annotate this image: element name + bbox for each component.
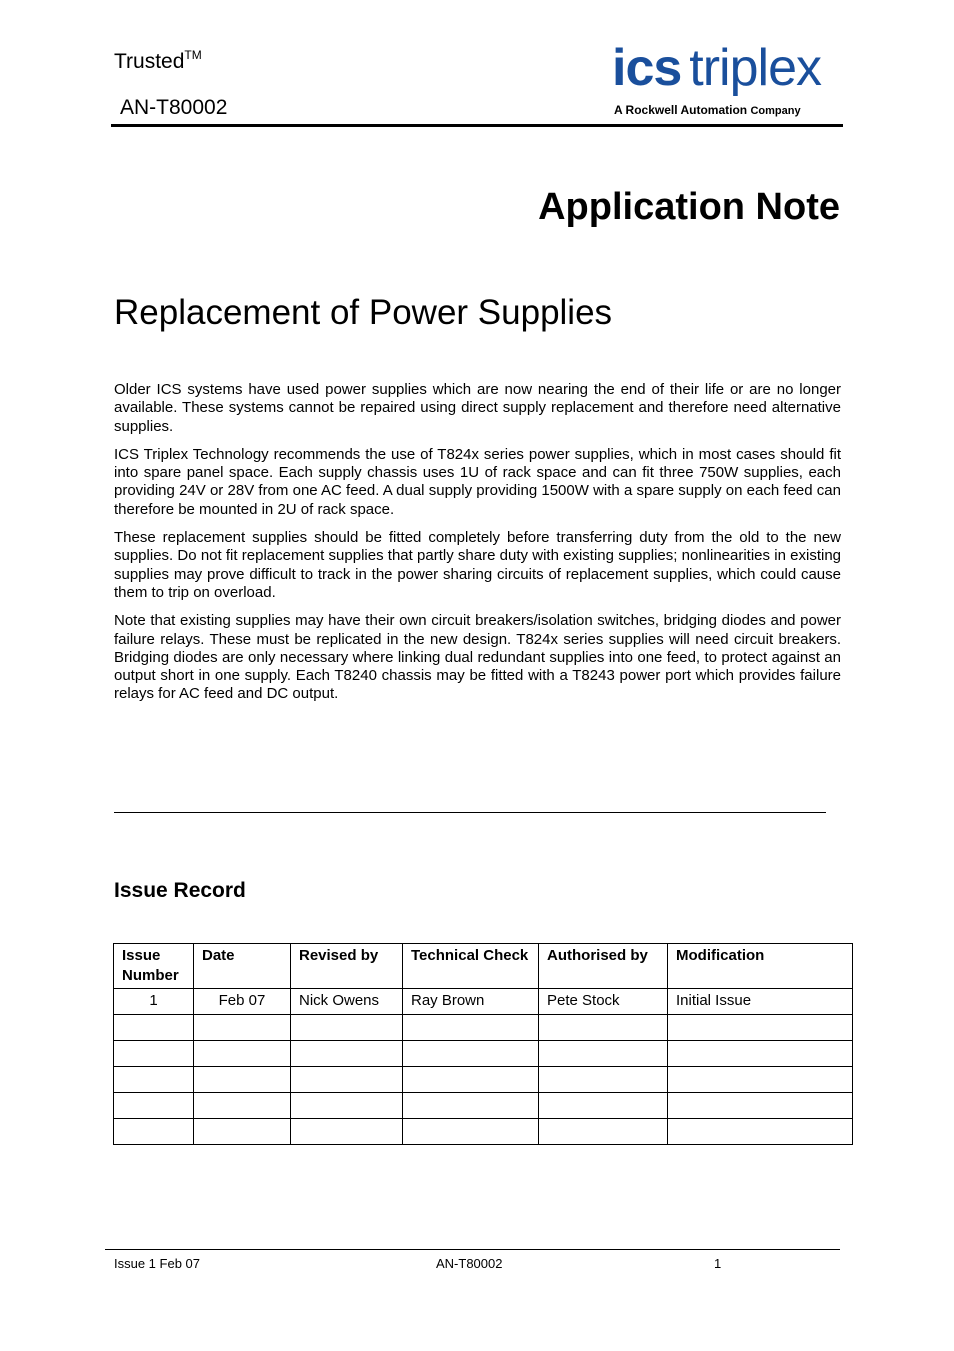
footer-divider <box>105 1249 840 1250</box>
section-divider <box>114 812 826 813</box>
table-cell <box>194 1015 291 1041</box>
table-row <box>114 1067 853 1093</box>
table-cell <box>194 1067 291 1093</box>
footer-page-number: 1 <box>714 1256 722 1271</box>
table-row <box>114 1093 853 1119</box>
table-cell <box>194 1041 291 1067</box>
column-header: Authorised by <box>539 944 668 989</box>
header-divider <box>111 124 843 127</box>
table-cell: Pete Stock <box>539 989 668 1015</box>
table-cell <box>403 1119 539 1145</box>
product-name-text: Trusted <box>114 50 185 73</box>
table-cell <box>194 1119 291 1145</box>
table-cell <box>114 1119 194 1145</box>
issue-record-heading: Issue Record <box>114 879 246 902</box>
logo-triplex: triplex <box>689 39 822 97</box>
table-cell <box>668 1093 853 1119</box>
table-cell: Feb 07 <box>194 989 291 1015</box>
table-cell: Initial Issue <box>668 989 853 1015</box>
table-cell <box>403 1093 539 1119</box>
logo-tagline-text: A Rockwell Automation <box>614 103 748 117</box>
paragraph: Older ICS systems have used power supplies which are now nearing the end of their life or are no longer available. These systems cannot be repaired using direct supply replacement and therefore need alternative supplies. <box>114 381 841 435</box>
table-cell <box>114 1015 194 1041</box>
issue-record-table <box>113 943 853 1145</box>
paragraph: These replacement supplies should be fitted completely before transferring duty from the old to the new supplies. Do not fit replacement supplies that partly share duty with existing supplies; nonlinearities in existing supplies may prove difficult to track in the power sharing circuits of replacement supplies, which could cause them to trip on overload. <box>114 529 841 601</box>
column-header: Revised by <box>291 944 403 989</box>
body-text <box>114 381 841 714</box>
table-cell: 1 <box>114 989 194 1015</box>
column-header: Technical Check <box>403 944 539 989</box>
footer-doc-code: AN-T80002 <box>436 1256 503 1271</box>
footer-issue: Issue 1 Feb 07 <box>114 1256 200 1271</box>
table-cell <box>114 1067 194 1093</box>
table-cell <box>668 1015 853 1041</box>
table-row <box>114 1119 853 1145</box>
table-header-row <box>114 944 853 989</box>
table-row <box>114 1015 853 1041</box>
table-cell <box>403 1067 539 1093</box>
column-header: Date <box>194 944 291 989</box>
column-header: Issue Number <box>114 944 194 989</box>
table-cell <box>668 1119 853 1145</box>
logo-tagline-company: Company <box>750 105 801 117</box>
table-cell <box>539 1067 668 1093</box>
table-cell <box>291 1119 403 1145</box>
trademark-superscript: TM <box>184 48 202 62</box>
company-logo <box>612 38 821 98</box>
table-cell <box>291 1041 403 1067</box>
table-cell <box>403 1015 539 1041</box>
table-cell <box>291 1015 403 1041</box>
product-name <box>114 50 202 74</box>
logo-tagline <box>614 103 801 117</box>
document-title: Replacement of Power Supplies <box>114 293 613 332</box>
column-header: Modification <box>668 944 853 989</box>
table-cell: Nick Owens <box>291 989 403 1015</box>
table-cell <box>539 1015 668 1041</box>
table-cell <box>539 1041 668 1067</box>
table-cell <box>114 1093 194 1119</box>
paragraph: ICS Triplex Technology recommends the use of T824x series power supplies, which in most cases should fit into spare panel space. Each supply chassis uses 1U of rack space and can fit three 750W supplies, each providing 24V or 28V from one AC feed. A dual supply providing 1500W with a spare supply on each feed can therefore be mounted in 2U of rack space. <box>114 445 841 518</box>
table-cell <box>668 1041 853 1067</box>
table-row <box>114 1041 853 1067</box>
table-cell <box>114 1041 194 1067</box>
document-type-heading: Application Note <box>538 186 840 228</box>
table-cell <box>403 1041 539 1067</box>
table-row <box>114 989 853 1015</box>
table-cell <box>539 1093 668 1119</box>
table-cell <box>291 1093 403 1119</box>
table-cell <box>291 1067 403 1093</box>
logo-ics: ics <box>612 39 682 97</box>
table-cell <box>668 1067 853 1093</box>
paragraph: Note that existing supplies may have their own circuit breakers/isolation switches, bridging diodes and power failure relays. These must be replicated in the new design. T824x series supplies will need circuit breakers. Bridging diodes are only necessary where linking dual redundant supplies into one feed, to protect against an output short in one supply. Each T8240 chassis may be fitted with a T8243 power port which provides failure relays for AC feed and DC output. <box>114 612 841 703</box>
table-cell: Ray Brown <box>403 989 539 1015</box>
header-doc-code: AN-T80002 <box>120 96 228 119</box>
table-cell <box>194 1093 291 1119</box>
table-cell <box>539 1119 668 1145</box>
